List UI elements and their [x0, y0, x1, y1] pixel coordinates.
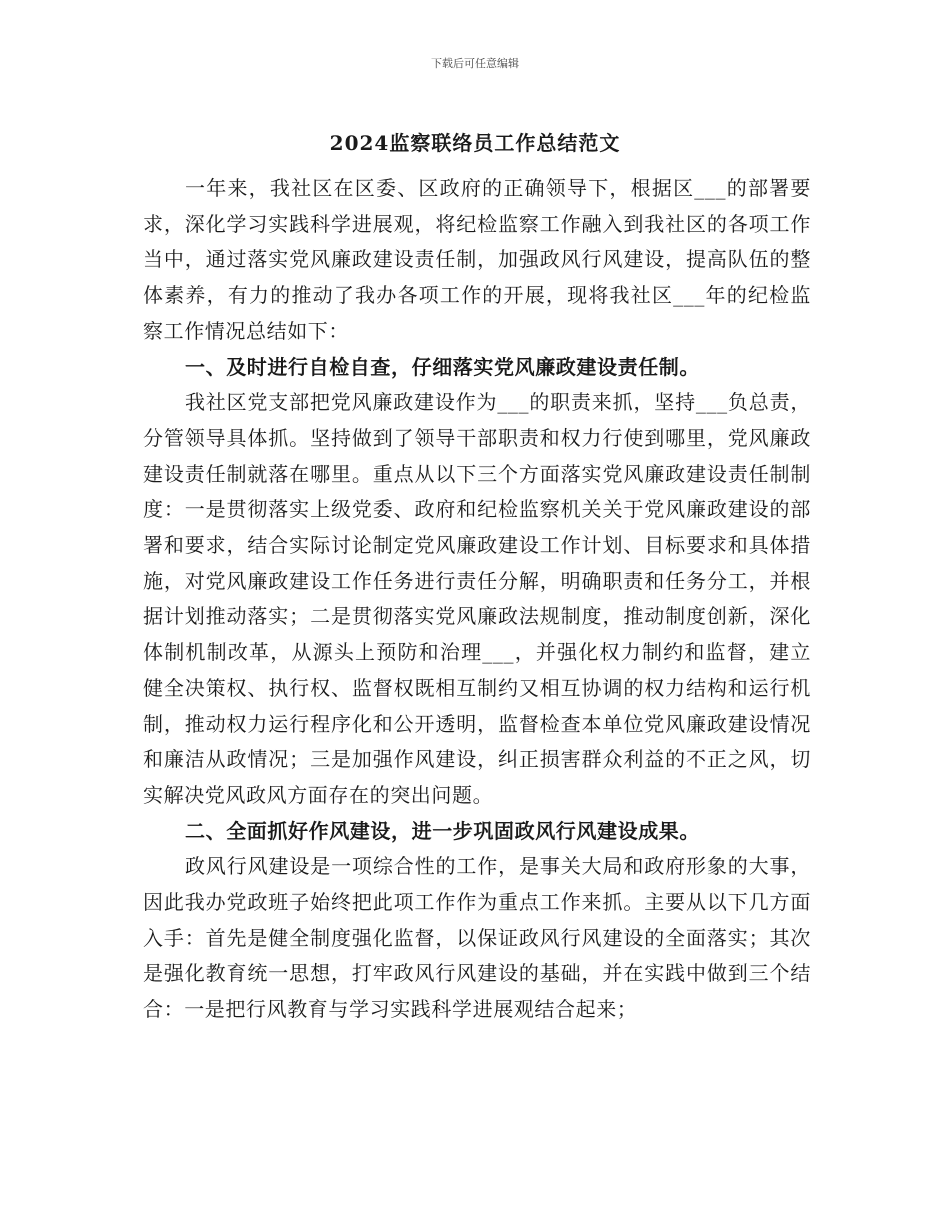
section-1-heading: 一、及时进行自检自查，仔细落实党风廉政建设责任制。: [185, 354, 700, 379]
section-2-heading: 二、全面抓好作风建设，进一步巩固政风行风建设成果。: [185, 818, 700, 843]
document-body: [143, 171, 811, 1028]
section-2-paragraph: 政风行风建设是一项综合性的工作，是事关大局和政府形象的大事，因此我办党政班子始终把此项工作作为重点工作来抓。主要从以下几方面入手：首先是健全制度强化监督，以保证政风行风建设的全面落实；其次是强化教育统一思想，打牢政风行风建设的基础，并在实践中做到三个结合：一是把行风教育与学习实践科学进展观结合起来；: [143, 854, 811, 1022]
document-title: 2024监察联络员工作总结范文: [329, 131, 621, 155]
section-1-paragraph: 我社区党支部把党风廉政建设作为___的职责来抓，坚持___负总责，分管领导具体抓。坚持做到了领导干部职责和权力行使到哪里，党风廉政建设责任制就落在哪里。重点从以下三个方面落实党风廉政建设责任制制度：一是贯彻落实上级党委、政府和纪检监察机关关于党风廉政建设的部署和要求，结合实际讨论制定党风廉政建设工作计划、目标要求和具体措施，对党风廉政建设工作任务进行责任分解，明确职责和任务分工，并根据计划推动落实；二是贯彻落实党风廉政法规制度，推动制度创新，深化体制机制改革，从源头上预防和治理___，并强化权力制约和监督，建立健全决策权、执行权、监督权既相互制约又相互协调的权力结构和运行机制，推动权力运行程序化和公开透明，监督检查本单位党风廉政建设情况和廉洁从政情况；三是加强作风建设，纠正损害群众利益的不正之风，切实解决党风政风方面存在的突出问题。: [143, 390, 811, 807]
header-note: 下载后可任意编辑: [431, 57, 519, 70]
intro-paragraph: 一年来，我社区在区委、区政府的正确领导下，根据区___的部署要求，深化学习实践科学进展观，将纪检监察工作融入到我社区的各项工作当中，通过落实党风廉政建设责任制，加强政风行风建设，提高队伍的整体素养，有力的推动了我办各项工作的开展，现将我社区___年的纪检监察工作情况总结如下：: [143, 176, 811, 343]
